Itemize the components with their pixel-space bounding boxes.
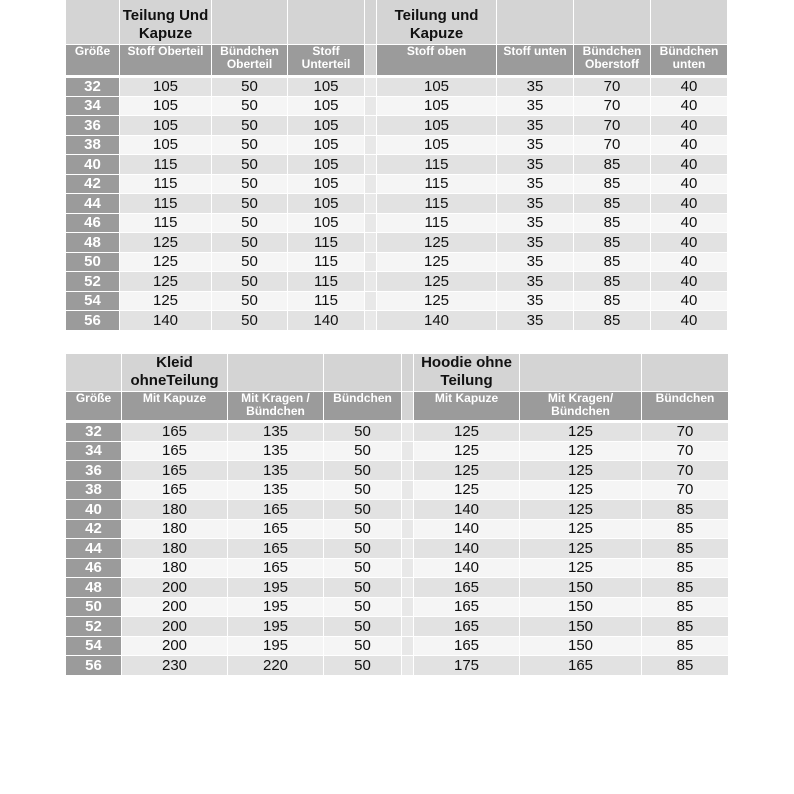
column-spacer — [402, 636, 414, 656]
size-cell: 56 — [66, 311, 120, 331]
size-cell: 44 — [66, 539, 122, 559]
value-cell: 125 — [520, 422, 642, 442]
value-cell: 125 — [120, 233, 212, 253]
value-cell: 35 — [497, 155, 574, 175]
table-row — [66, 174, 728, 194]
value-cell: 115 — [288, 233, 365, 253]
table2-title-row — [66, 354, 729, 392]
value-cell: 180 — [122, 519, 228, 539]
value-cell: 140 — [414, 539, 520, 559]
table1-column-header: Stoff Oberteil — [120, 45, 212, 77]
table-row — [66, 311, 728, 331]
value-cell: 40 — [651, 291, 728, 311]
size-cell: 48 — [66, 578, 122, 598]
value-cell: 50 — [212, 233, 288, 253]
column-spacer — [365, 77, 377, 97]
value-cell: 50 — [324, 441, 402, 461]
table1-title-cell — [365, 0, 377, 45]
table2-title-cell — [122, 354, 228, 392]
value-cell: 85 — [642, 578, 729, 598]
value-cell: 125 — [120, 252, 212, 272]
value-cell: 40 — [651, 135, 728, 155]
table2-title-cell — [402, 354, 414, 392]
size-cell: 54 — [66, 291, 120, 311]
value-cell: 105 — [120, 77, 212, 97]
table-row — [66, 272, 728, 292]
value-cell: 70 — [574, 96, 651, 116]
table-row — [66, 155, 728, 175]
value-cell: 125 — [520, 480, 642, 500]
value-cell: 135 — [228, 461, 324, 481]
table2-header-row — [66, 392, 729, 422]
value-cell: 35 — [497, 77, 574, 97]
table2-column-header: Mit Kragen/ Bündchen — [520, 392, 642, 422]
value-cell: 70 — [574, 77, 651, 97]
value-cell: 50 — [324, 500, 402, 520]
value-cell: 40 — [651, 96, 728, 116]
value-cell: 125 — [414, 422, 520, 442]
table1-column-header: Bündchen unten — [651, 45, 728, 77]
table2-column-header: Bündchen — [642, 392, 729, 422]
column-spacer — [402, 578, 414, 598]
table1-column-header: Stoff Unterteil — [288, 45, 365, 77]
value-cell: 125 — [520, 539, 642, 559]
table2-column-header: Mit Kragen / Bündchen — [228, 392, 324, 422]
size-cell: 36 — [66, 116, 120, 136]
table1-title-text: Teilung Und Kapuze — [122, 7, 209, 42]
value-cell: 180 — [122, 500, 228, 520]
size-cell: 34 — [66, 441, 122, 461]
value-cell: 180 — [122, 539, 228, 559]
value-cell: 105 — [120, 116, 212, 136]
value-cell: 115 — [120, 194, 212, 214]
table-row — [66, 597, 729, 617]
column-spacer — [402, 558, 414, 578]
size-cell: 42 — [66, 174, 120, 194]
value-cell: 165 — [122, 422, 228, 442]
value-cell: 115 — [288, 272, 365, 292]
column-spacer — [402, 597, 414, 617]
value-cell: 35 — [497, 96, 574, 116]
value-cell: 115 — [377, 194, 497, 214]
value-cell: 50 — [324, 422, 402, 442]
value-cell: 140 — [414, 500, 520, 520]
value-cell: 105 — [377, 135, 497, 155]
column-spacer — [402, 441, 414, 461]
value-cell: 40 — [651, 311, 728, 331]
size-cell: 36 — [66, 461, 122, 481]
value-cell: 200 — [122, 617, 228, 637]
value-cell: 125 — [377, 272, 497, 292]
size-cell: 32 — [66, 422, 122, 442]
value-cell: 35 — [497, 135, 574, 155]
value-cell: 40 — [651, 213, 728, 233]
value-cell: 165 — [228, 519, 324, 539]
value-cell: 195 — [228, 597, 324, 617]
value-cell: 165 — [414, 636, 520, 656]
value-cell: 50 — [212, 311, 288, 331]
size-cell: 40 — [66, 500, 122, 520]
value-cell: 40 — [651, 194, 728, 214]
value-cell: 85 — [642, 539, 729, 559]
fabric-table-teilung — [65, 0, 728, 331]
value-cell: 50 — [324, 656, 402, 676]
table-row — [66, 422, 729, 442]
table1-title-cell — [574, 0, 651, 45]
value-cell: 85 — [642, 597, 729, 617]
value-cell: 165 — [414, 617, 520, 637]
value-cell: 150 — [520, 617, 642, 637]
value-cell: 50 — [212, 174, 288, 194]
size-cell: 50 — [66, 597, 122, 617]
value-cell: 200 — [122, 636, 228, 656]
size-cell: 56 — [66, 656, 122, 676]
value-cell: 135 — [228, 480, 324, 500]
value-cell: 195 — [228, 636, 324, 656]
size-cell: 54 — [66, 636, 122, 656]
table2-column-header: Bündchen — [324, 392, 402, 422]
value-cell: 150 — [520, 636, 642, 656]
table-row — [66, 539, 729, 559]
table-row — [66, 291, 728, 311]
table1-column-header: Bündchen Oberstoff — [574, 45, 651, 77]
table2-title-cell — [228, 354, 324, 392]
value-cell: 85 — [642, 519, 729, 539]
value-cell: 165 — [228, 558, 324, 578]
value-cell: 50 — [324, 539, 402, 559]
table1-column-header — [365, 45, 377, 77]
table2-column-header — [402, 392, 414, 422]
table2-size-header: Größe — [66, 392, 122, 422]
value-cell: 85 — [574, 213, 651, 233]
value-cell: 200 — [122, 597, 228, 617]
size-cell: 32 — [66, 77, 120, 97]
value-cell: 40 — [651, 252, 728, 272]
value-cell: 50 — [324, 480, 402, 500]
value-cell: 165 — [228, 539, 324, 559]
value-cell: 115 — [288, 291, 365, 311]
size-cell: 44 — [66, 194, 120, 214]
table2-title-cell — [520, 354, 642, 392]
value-cell: 165 — [122, 441, 228, 461]
column-spacer — [365, 272, 377, 292]
table2-title-text: Hoodie ohne Teilung — [421, 354, 512, 389]
value-cell: 35 — [497, 213, 574, 233]
value-cell: 70 — [574, 116, 651, 136]
value-cell: 70 — [642, 461, 729, 481]
value-cell: 150 — [520, 597, 642, 617]
value-cell: 50 — [324, 461, 402, 481]
value-cell: 165 — [520, 656, 642, 676]
value-cell: 105 — [288, 194, 365, 214]
value-cell: 50 — [212, 116, 288, 136]
value-cell: 105 — [288, 116, 365, 136]
table-row — [66, 461, 729, 481]
size-cell: 40 — [66, 155, 120, 175]
value-cell: 35 — [497, 233, 574, 253]
value-cell: 125 — [377, 233, 497, 253]
value-cell: 85 — [574, 291, 651, 311]
column-spacer — [402, 617, 414, 637]
table-row — [66, 96, 728, 116]
value-cell: 50 — [212, 135, 288, 155]
table-row — [66, 77, 728, 97]
value-cell: 115 — [377, 213, 497, 233]
value-cell: 85 — [574, 311, 651, 331]
value-cell: 125 — [520, 558, 642, 578]
value-cell: 125 — [377, 252, 497, 272]
column-spacer — [365, 311, 377, 331]
value-cell: 165 — [122, 461, 228, 481]
value-cell: 35 — [497, 194, 574, 214]
column-spacer — [365, 233, 377, 253]
size-cell: 52 — [66, 272, 120, 292]
table1-size-header: Größe — [66, 45, 120, 77]
value-cell: 125 — [414, 480, 520, 500]
value-cell: 200 — [122, 578, 228, 598]
value-cell: 35 — [497, 272, 574, 292]
table-row — [66, 636, 729, 656]
value-cell: 140 — [414, 558, 520, 578]
table-row — [66, 578, 729, 598]
column-spacer — [402, 539, 414, 559]
column-spacer — [365, 155, 377, 175]
value-cell: 105 — [377, 96, 497, 116]
table-row — [66, 656, 729, 676]
table2-title-cell — [414, 354, 520, 392]
value-cell: 85 — [574, 174, 651, 194]
value-cell: 105 — [288, 96, 365, 116]
value-cell: 35 — [497, 291, 574, 311]
size-cell: 42 — [66, 519, 122, 539]
column-spacer — [402, 422, 414, 442]
value-cell: 85 — [642, 636, 729, 656]
table-row — [66, 519, 729, 539]
value-cell: 35 — [497, 311, 574, 331]
table1-title-cell — [497, 0, 574, 45]
value-cell: 175 — [414, 656, 520, 676]
value-cell: 140 — [120, 311, 212, 331]
table1-title-cell — [66, 0, 120, 45]
column-spacer — [365, 213, 377, 233]
value-cell: 35 — [497, 116, 574, 136]
value-cell: 85 — [574, 194, 651, 214]
value-cell: 50 — [212, 213, 288, 233]
value-cell: 150 — [520, 578, 642, 598]
value-cell: 115 — [120, 174, 212, 194]
value-cell: 70 — [642, 441, 729, 461]
value-cell: 105 — [288, 174, 365, 194]
value-cell: 105 — [120, 96, 212, 116]
value-cell: 40 — [651, 77, 728, 97]
value-cell: 195 — [228, 578, 324, 598]
table1-title-row — [66, 0, 728, 45]
column-spacer — [402, 656, 414, 676]
column-spacer — [365, 96, 377, 116]
value-cell: 135 — [228, 441, 324, 461]
table2-title-cell — [642, 354, 729, 392]
value-cell: 70 — [642, 480, 729, 500]
value-cell: 85 — [574, 252, 651, 272]
table1-title-cell — [212, 0, 288, 45]
value-cell: 115 — [120, 213, 212, 233]
table-row — [66, 194, 728, 214]
table-row — [66, 135, 728, 155]
value-cell: 85 — [642, 656, 729, 676]
value-cell: 180 — [122, 558, 228, 578]
value-cell: 50 — [324, 519, 402, 539]
column-spacer — [365, 174, 377, 194]
value-cell: 50 — [324, 558, 402, 578]
column-spacer — [365, 194, 377, 214]
value-cell: 165 — [228, 500, 324, 520]
table-row — [66, 213, 728, 233]
fabric-table-ohne-teilung — [65, 353, 729, 676]
table-row — [66, 441, 729, 461]
table2-title-cell — [66, 354, 122, 392]
column-spacer — [402, 519, 414, 539]
value-cell: 140 — [288, 311, 365, 331]
size-cell: 46 — [66, 213, 120, 233]
table1-title-cell — [120, 0, 212, 45]
value-cell: 125 — [414, 441, 520, 461]
value-cell: 85 — [574, 233, 651, 253]
value-cell: 125 — [414, 461, 520, 481]
table2-column-header: Mit Kapuze — [414, 392, 520, 422]
table1-title-cell — [651, 0, 728, 45]
value-cell: 125 — [120, 291, 212, 311]
size-cell: 52 — [66, 617, 122, 637]
value-cell: 115 — [120, 155, 212, 175]
value-cell: 230 — [122, 656, 228, 676]
value-cell: 40 — [651, 272, 728, 292]
value-cell: 50 — [212, 291, 288, 311]
value-cell: 85 — [574, 155, 651, 175]
value-cell: 105 — [288, 213, 365, 233]
column-spacer — [365, 135, 377, 155]
value-cell: 125 — [120, 272, 212, 292]
value-cell: 85 — [574, 272, 651, 292]
value-cell: 105 — [377, 116, 497, 136]
value-cell: 125 — [520, 461, 642, 481]
table1-column-header: Bündchen Oberteil — [212, 45, 288, 77]
value-cell: 50 — [212, 155, 288, 175]
value-cell: 165 — [122, 480, 228, 500]
size-cell: 38 — [66, 480, 122, 500]
value-cell: 70 — [642, 422, 729, 442]
value-cell: 165 — [414, 597, 520, 617]
value-cell: 50 — [324, 578, 402, 598]
value-cell: 165 — [414, 578, 520, 598]
value-cell: 105 — [288, 135, 365, 155]
value-cell: 195 — [228, 617, 324, 637]
value-cell: 105 — [288, 77, 365, 97]
size-cell: 48 — [66, 233, 120, 253]
value-cell: 115 — [377, 174, 497, 194]
value-cell: 50 — [324, 617, 402, 637]
table-row — [66, 233, 728, 253]
table2-column-header: Mit Kapuze — [122, 392, 228, 422]
table1-title-cell — [288, 0, 365, 45]
value-cell: 105 — [120, 135, 212, 155]
table2-title-cell — [324, 354, 402, 392]
size-cell: 46 — [66, 558, 122, 578]
value-cell: 35 — [497, 174, 574, 194]
value-cell: 50 — [212, 77, 288, 97]
value-cell: 70 — [574, 135, 651, 155]
column-spacer — [402, 480, 414, 500]
table-row — [66, 116, 728, 136]
value-cell: 105 — [288, 155, 365, 175]
value-cell: 115 — [288, 252, 365, 272]
table1-title-text: Teilung und Kapuze — [394, 7, 479, 42]
column-spacer — [365, 291, 377, 311]
value-cell: 135 — [228, 422, 324, 442]
value-cell: 85 — [642, 617, 729, 637]
value-cell: 50 — [212, 194, 288, 214]
table1-title-cell — [377, 0, 497, 45]
value-cell: 125 — [520, 441, 642, 461]
column-spacer — [365, 116, 377, 136]
size-cell: 34 — [66, 96, 120, 116]
value-cell: 50 — [324, 636, 402, 656]
value-cell: 105 — [377, 77, 497, 97]
column-spacer — [402, 461, 414, 481]
value-cell: 125 — [377, 291, 497, 311]
table-row — [66, 500, 729, 520]
value-cell: 40 — [651, 116, 728, 136]
value-cell: 40 — [651, 174, 728, 194]
table1-column-header: Stoff oben — [377, 45, 497, 77]
value-cell: 35 — [497, 252, 574, 272]
value-cell: 220 — [228, 656, 324, 676]
table1-header-row — [66, 45, 728, 77]
value-cell: 140 — [377, 311, 497, 331]
value-cell: 40 — [651, 233, 728, 253]
table1-column-header: Stoff unten — [497, 45, 574, 77]
value-cell: 140 — [414, 519, 520, 539]
value-cell: 50 — [324, 597, 402, 617]
size-cell: 38 — [66, 135, 120, 155]
value-cell: 85 — [642, 558, 729, 578]
table2-title-text: Kleid ohneTeilung — [130, 354, 219, 389]
value-cell: 50 — [212, 272, 288, 292]
value-cell: 50 — [212, 96, 288, 116]
table-row — [66, 617, 729, 637]
value-cell: 50 — [212, 252, 288, 272]
table-row — [66, 480, 729, 500]
table-row — [66, 252, 728, 272]
value-cell: 40 — [651, 155, 728, 175]
size-cell: 50 — [66, 252, 120, 272]
value-cell: 125 — [520, 519, 642, 539]
value-cell: 125 — [520, 500, 642, 520]
column-spacer — [402, 500, 414, 520]
value-cell: 115 — [377, 155, 497, 175]
column-spacer — [365, 252, 377, 272]
table-row — [66, 558, 729, 578]
value-cell: 85 — [642, 500, 729, 520]
